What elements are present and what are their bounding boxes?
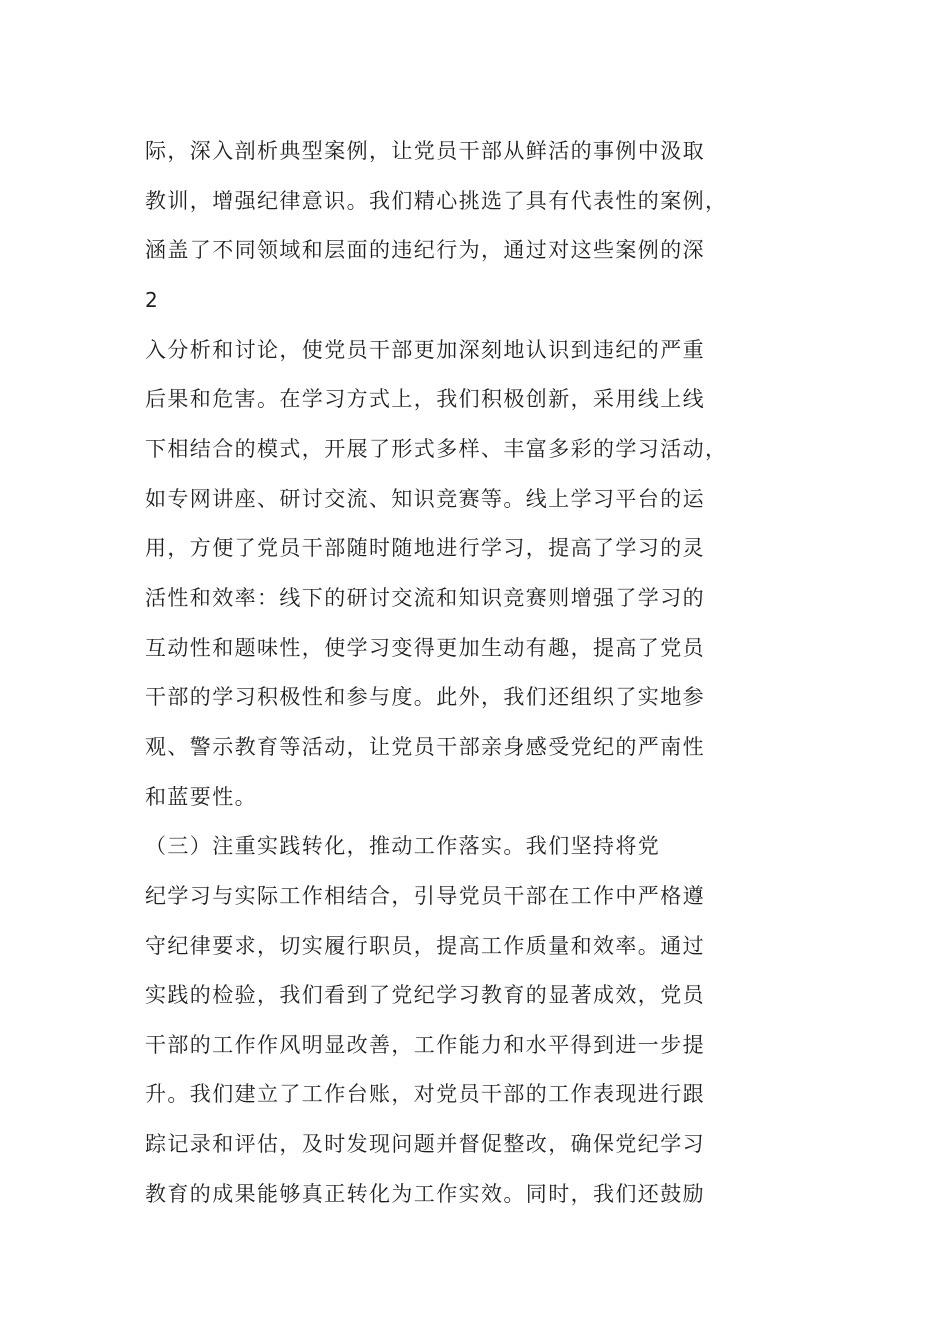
text-line: 干部的工作作风明显改善，工作能力和水平得到进一步提 [145, 1032, 705, 1057]
text-line: 下相结合的模式，开展了形式多样、丰富多彩的学习活动， [145, 436, 728, 461]
text-line: 活性和效率：线下的研讨交流和知识竞赛则增强了学习的 [145, 585, 705, 610]
text-line: 涵盖了不同领域和层面的违纪行为，通过对这些案例的深 [145, 238, 705, 263]
text-line: 教育的成果能够真正转化为工作实效。同时，我们还鼓励 [145, 1181, 705, 1206]
text-line: 观、警示教育等活动，让党员干部亲身感受党纪的严南性 [145, 734, 705, 759]
text-line: 如专网讲座、研讨交流、知识竞赛等。线上学习平台的运 [145, 486, 705, 511]
text-line: 教训，增强纪律意识。我们精心挑选了具有代表性的案例， [145, 188, 728, 213]
text-line: 纪学习与实际工作相结合，引导党员干部在工作中严格遵 [145, 883, 705, 908]
document-body [145, 127, 785, 1219]
text-line: 互动性和题味性，使学习变得更加生动有趣，提高了党员 [145, 635, 705, 660]
text-line: 实践的检验，我们看到了党纪学习教育的显著成效，党员 [145, 983, 705, 1008]
text-line: 入分析和讨论，使党员干部更加深刻地认识到违纪的严重 [145, 337, 705, 362]
text-line: 踪记录和评估，及时发现问题并督促整改，确保党纪学习 [145, 1132, 705, 1157]
text-line: 际，深入剖析典型案例，让党员干部从鲜活的事例中汲取 [145, 139, 705, 163]
text-line: 后果和危害。在学习方式上，我们积极创新，采用线上线 [145, 387, 705, 412]
text-line: 用，方便了党员干部随时随地进行学习，提高了学习的灵 [145, 536, 705, 561]
text-line: 守纪律要求，切实履行职员，提高工作质量和效率。通过 [145, 933, 705, 958]
text-line: 干部的学习积极性和参与度。此外，我们还组织了实地参 [145, 685, 705, 710]
text-line: 升。我们建立了工作台账，对党员干部的工作表现进行跟 [145, 1082, 705, 1107]
section-heading-line: （三）注重实践转化，推动工作落实。我们坚持将党 [145, 834, 661, 859]
page-number: 2 [145, 287, 158, 312]
text-line: 和蓝要性。 [145, 784, 257, 809]
